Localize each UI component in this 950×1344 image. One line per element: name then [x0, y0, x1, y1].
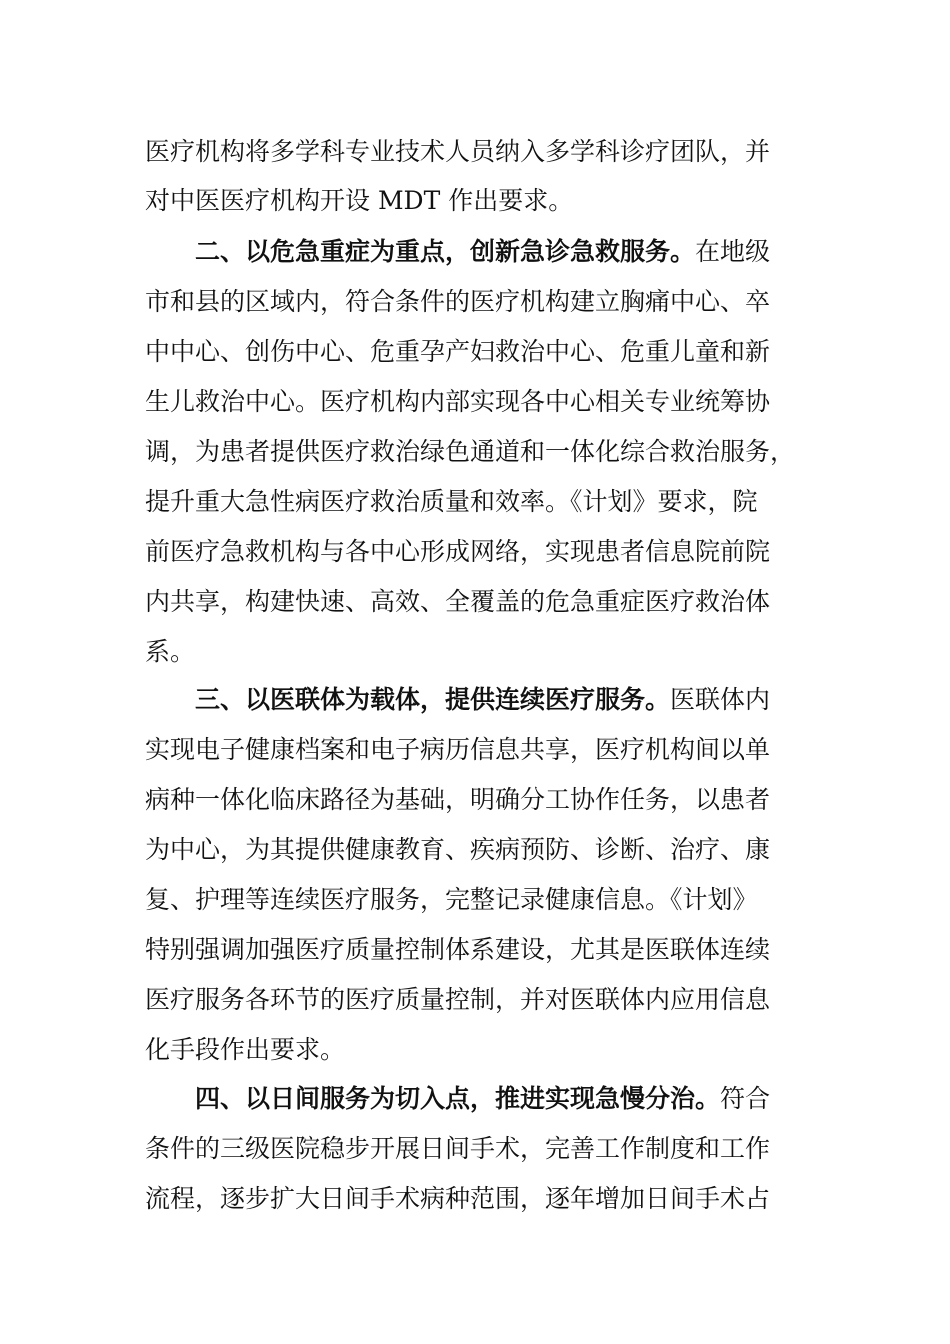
paragraph-first-line	[195, 232, 770, 272]
text-line: 为中心，为其提供健康教育、疾病预防、诊断、治疗、康	[145, 835, 771, 864]
text-line: 对中医医疗机构开设 MDT 作出要求。	[145, 186, 574, 215]
paragraph-first-line	[195, 1079, 770, 1119]
text-line: 中中心、创伤中心、危重孕产妇救治中心、危重儿童和新	[145, 337, 771, 366]
text-line: 内共享，构建快速、高效、全覆盖的危急重症医疗救治体	[145, 587, 771, 616]
text-line: 生儿救治中心。医疗机构内部实现各中心相关专业统筹协	[145, 387, 771, 416]
text-line: 化手段作出要求。	[145, 1035, 346, 1064]
text-line: 医疗机构将多学科专业技术人员纳入多学科诊疗团队，并	[145, 137, 771, 166]
text-line: 流程，逐步扩大日间手术病种范围，逐年增加日间手术占	[145, 1184, 771, 1213]
text-run: 医联体内	[670, 685, 771, 714]
text-line: 系。	[145, 637, 196, 666]
text-line: 条件的三级医院稳步开展日间手术，完善工作制度和工作	[145, 1134, 771, 1163]
text-line: 特别强调加强医疗质量控制体系建设，尤其是医联体连续	[145, 935, 771, 964]
paragraph-first-line	[195, 680, 770, 720]
text-run: 在地级	[695, 237, 771, 266]
section-heading: 二、以危急重症为重点，创新急诊急救服务。	[195, 237, 696, 266]
section-heading: 四、以日间服务为切入点，推进实现急慢分治。	[195, 1084, 721, 1113]
text-run: 符合	[720, 1084, 771, 1113]
text-line: 实现电子健康档案和电子病历信息共享，医疗机构间以单	[145, 735, 771, 764]
text-line: 前医疗急救机构与各中心形成网络，实现患者信息院前院	[145, 537, 771, 566]
text-line: 病种一体化临床路径为基础，明确分工协作任务，以患者	[145, 785, 771, 814]
text-line: 复、护理等连续医疗服务，完整记录健康信息。《计划》	[145, 885, 758, 914]
text-line: 调，为患者提供医疗救治绿色通道和一体化综合救治服务，	[145, 437, 796, 466]
text-line: 提升重大急性病医疗救治质量和效率。《计划》要求，院	[145, 487, 758, 516]
text-line: 医疗服务各环节的医疗质量控制，并对医联体内应用信息	[145, 985, 771, 1014]
text-line: 市和县的区域内，符合条件的医疗机构建立胸痛中心、卒	[145, 287, 771, 316]
section-heading: 三、以医联体为载体，提供连续医疗服务。	[195, 685, 671, 714]
